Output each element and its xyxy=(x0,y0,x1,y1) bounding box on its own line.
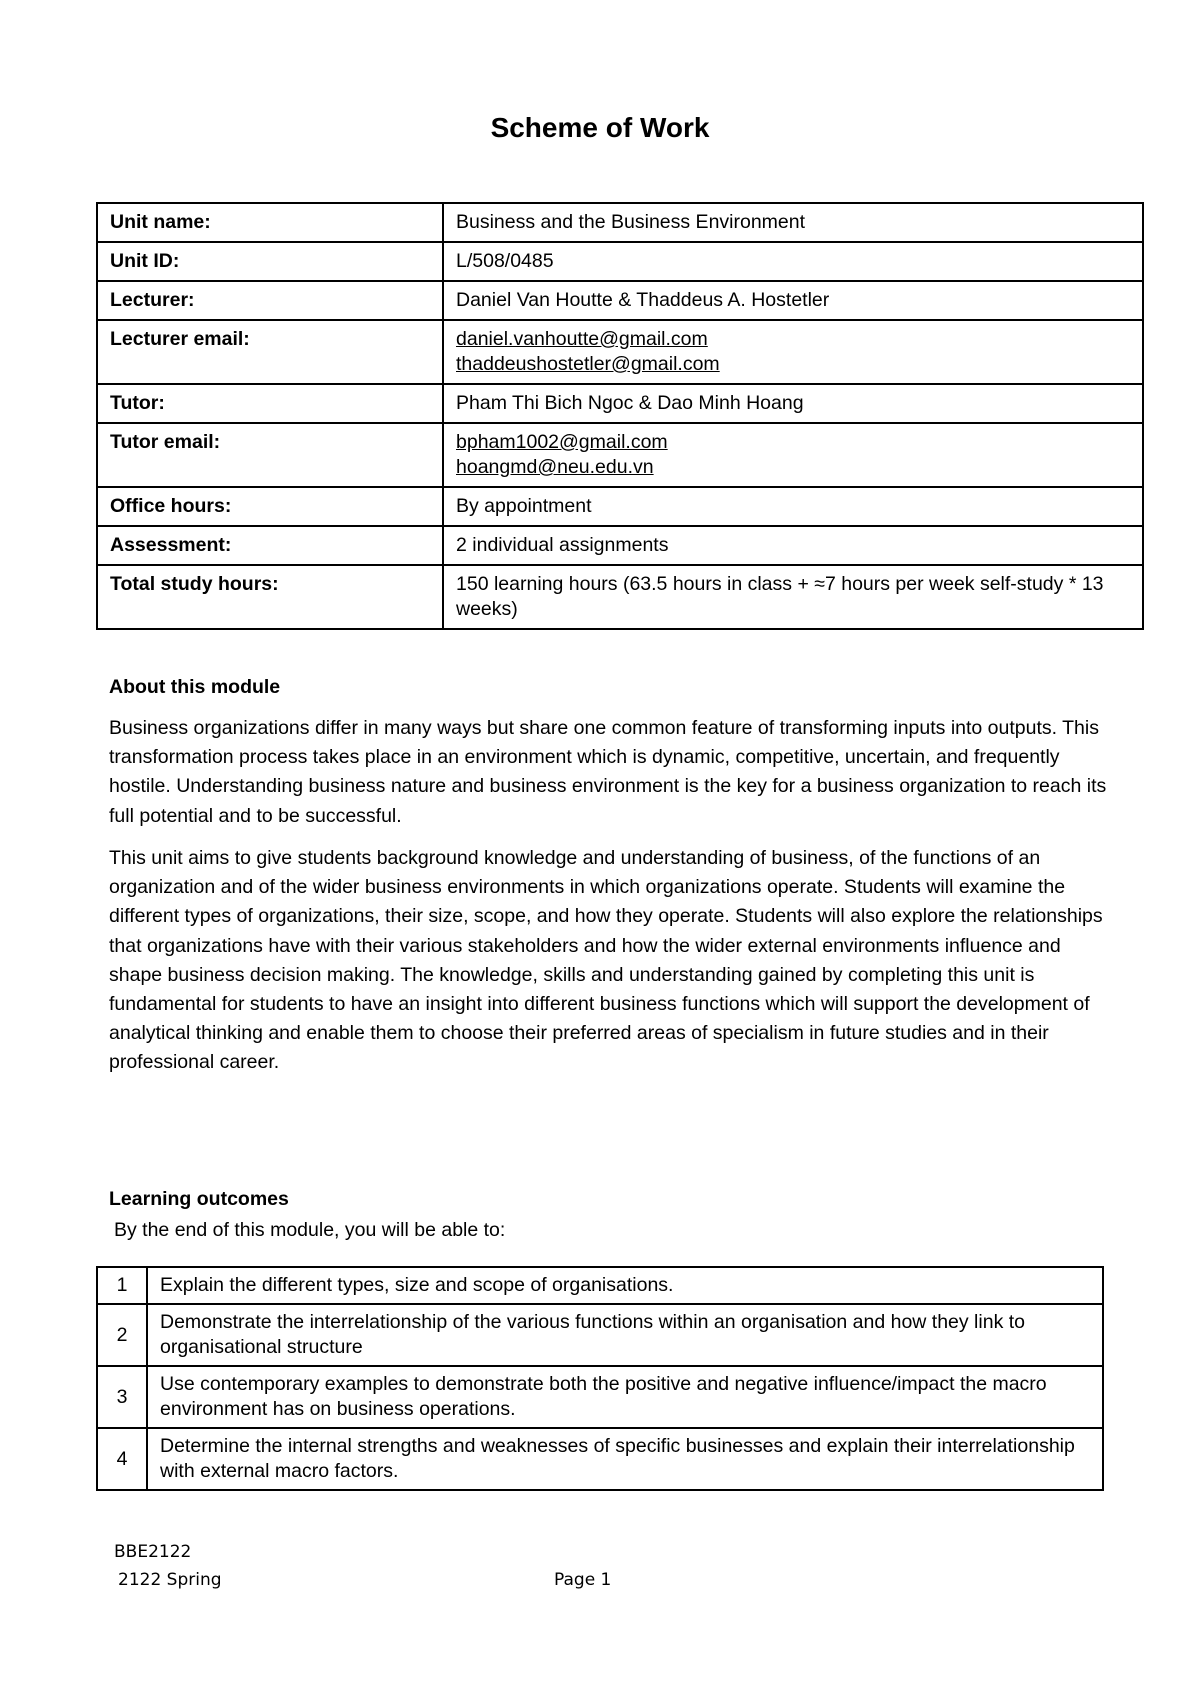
assessment-value: 2 individual assignments xyxy=(443,526,1143,565)
outcome-row xyxy=(97,1304,1103,1366)
learning-outcomes-heading: Learning outcomes xyxy=(109,1188,289,1210)
about-paragraph-2: This unit aims to give students background knowledge and understanding of business, of the functions of an organization and of the wider business environments in which organizations operate. Students will examine the different types of organizations, their size, scope, and how they operate. Students will also explore the relationships that organizations have with their various stakeholders and how the wider external environments influence and shape business decision making. The knowledge, skills and understanding gained by completing this unit is fundamental for students to have an insight into different business functions which will support the development of analytical thinking and enable them to choose their preferred areas of specialism in future studies and in their professional career. xyxy=(109,847,1103,1074)
tutor-email-label: Tutor email: xyxy=(97,423,443,487)
outcome-number: 3 xyxy=(97,1366,147,1428)
unit-info-row xyxy=(97,526,1143,565)
office-hours-value: By appointment xyxy=(443,487,1143,526)
assessment-label: Assessment: xyxy=(97,526,443,565)
unit-info-row xyxy=(97,487,1143,526)
outcome-text: Demonstrate the interrelationship of the various functions within an organisation and how they link to organisational structure xyxy=(147,1304,1103,1366)
outcome-row xyxy=(97,1267,1103,1304)
unit-info-row xyxy=(97,242,1143,281)
outcome-text: Use contemporary examples to demonstrate both the positive and negative influence/impact the macro environment has on business operations. xyxy=(147,1366,1103,1428)
office-hours-label: Office hours: xyxy=(97,487,443,526)
lecturer-value: Daniel Van Houtte & Thaddeus A. Hostetler xyxy=(443,281,1143,320)
unit-info-row xyxy=(97,320,1143,384)
unit-id-label: Unit ID: xyxy=(97,242,443,281)
footer-term: 2122 Spring xyxy=(118,1570,222,1590)
footer-page-number: Page 1 xyxy=(554,1570,612,1590)
lecturer-email-link-2[interactable]: thaddeushostetler@gmail.com xyxy=(456,353,720,375)
lecturer-email-value xyxy=(443,320,1143,384)
learning-outcomes-table xyxy=(96,1266,1104,1491)
about-heading: About this module xyxy=(109,676,281,698)
about-paragraph-1: Business organizations differ in many ways but share one common feature of transforming inputs into outputs. This transformation process takes place in an environment which is dynamic, competitive, uncertain, and frequently hostile. Understanding business nature and business environment is the key for a business organization to reach its full potential and to be successful. xyxy=(109,717,1107,827)
outcome-text: Determine the internal strengths and weaknesses of specific businesses and explain their interrelationship with external macro factors. xyxy=(147,1428,1103,1490)
total-study-hours-value: 150 learning hours (63.5 hours in class + ≈7 hours per week self-study * 13 weeks) xyxy=(443,565,1143,629)
outcome-number: 1 xyxy=(97,1267,147,1304)
unit-info-row xyxy=(97,384,1143,423)
outcome-row xyxy=(97,1428,1103,1490)
lecturer-email-link-1[interactable]: daniel.vanhoutte@gmail.com xyxy=(456,328,708,350)
tutor-email-link-1[interactable]: bpham1002@gmail.com xyxy=(456,431,668,453)
footer-course-code: BBE2122 xyxy=(114,1542,192,1562)
unit-info-row xyxy=(97,203,1143,242)
lecturer-email-label: Lecturer email: xyxy=(97,320,443,384)
outcome-text: Explain the different types, size and scope of organisations. xyxy=(147,1267,1103,1304)
unit-info-row xyxy=(97,565,1143,629)
unit-id-value: L/508/0485 xyxy=(443,242,1143,281)
outcome-number: 4 xyxy=(97,1428,147,1490)
outcome-row xyxy=(97,1366,1103,1428)
tutor-email-value xyxy=(443,423,1143,487)
outcome-number: 2 xyxy=(97,1304,147,1366)
unit-name-value: Business and the Business Environment xyxy=(443,203,1143,242)
tutor-value: Pham Thi Bich Ngoc & Dao Minh Hoang xyxy=(443,384,1143,423)
unit-info-row xyxy=(97,423,1143,487)
learning-outcomes-intro: By the end of this module, you will be able to: xyxy=(114,1219,506,1241)
unit-info-row xyxy=(97,281,1143,320)
unit-name-label: Unit name: xyxy=(97,203,443,242)
page-title: Scheme of Work xyxy=(490,112,710,143)
lecturer-label: Lecturer: xyxy=(97,281,443,320)
tutor-label: Tutor: xyxy=(97,384,443,423)
unit-info-table xyxy=(96,202,1144,630)
total-study-hours-label: Total study hours: xyxy=(97,565,443,629)
tutor-email-link-2[interactable]: hoangmd@neu.edu.vn xyxy=(456,456,654,478)
